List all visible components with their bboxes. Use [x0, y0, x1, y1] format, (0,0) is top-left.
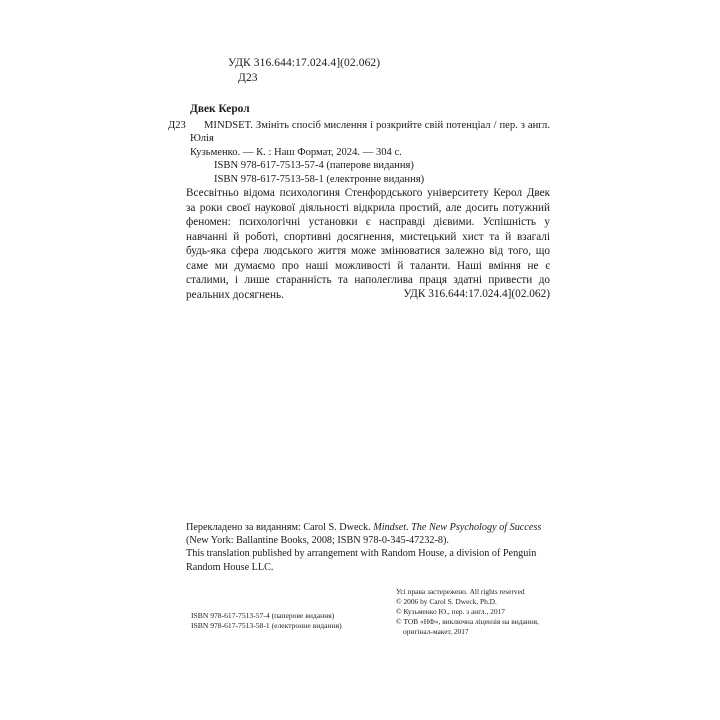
record-description-line1: MINDSET. Змініть спосіб мислення і розкрийте свій потенціал / пер. з англ. Юлія [190, 119, 550, 145]
copyright-block [396, 587, 576, 637]
author-index-top: Д23 [238, 72, 258, 84]
copyright-author: © 2006 by Carol S. Dweck, Ph.D. [396, 596, 497, 606]
udc-code-top: УДК 316.644:17.024.4](02.062) [228, 57, 381, 69]
source-subtitle: The New Psychology of Success [411, 522, 542, 533]
source-separator: . [406, 522, 412, 533]
rights-reserved-line: Усі права застережено. All rights reserved [396, 587, 525, 596]
record-author: Двек Керол [190, 103, 250, 115]
source-edition-credit [186, 521, 552, 574]
translation-arrangement: This translation published by arrangement with Random House, a division of Penguin Random House LLC. [186, 548, 537, 573]
record-isbn-print: ISBN 978-617-7513-57-4 (паперове видання) [214, 160, 414, 172]
source-suffix: (New York: Ballantine Books, 2008; ISBN 978-0-345-47232-8). [186, 535, 449, 547]
isbn-list-bottom [191, 611, 342, 632]
bibliographic-record [168, 103, 550, 187]
source-title-mindset: Mindset [373, 522, 407, 533]
copyright-publisher: © ТОВ «НФ», виключна ліцензія на видання, [396, 616, 539, 626]
isbn-bottom-print: ISBN 978-617-7513-57-4 (паперове видання) [191, 611, 335, 620]
record-isbn-electronic: ISBN 978-617-7513-58-1 (електронне видання) [214, 174, 425, 186]
udc-classification-top [186, 56, 546, 86]
record-index: Д23 [168, 119, 186, 131]
source-edition-line [186, 521, 552, 547]
record-description [190, 119, 550, 160]
record-entry [168, 119, 550, 160]
copyright-translator: © Кузьменко Ю., пер. з англ., 2017 [396, 606, 505, 616]
udc-classification-bottom: УДК 316.644:17.024.4](02.062) [403, 288, 550, 300]
isbn-bottom-electronic: ISBN 978-617-7513-58-1 (електронне видання) [191, 621, 342, 631]
source-prefix: Перекладено за виданням: Carol S. Dweck. [186, 522, 374, 533]
record-description-line2: Кузьменко. — К. : Наш Формат, 2024. — 304 с. [190, 146, 402, 158]
annotation-paragraph: Всесвітньо відома психологиня Стенфордського університету Керол Двек за роки своєї наукової діяльності відкрила простий, але досить потужний феномен: психологічні установки є насправді дієвими. Успішність у навчанні й роботі, спортивні досягнення, мистецький хист та й взагалі будь-яка сфера людського життя може змінюватися залежно від того, що саме ми думаємо про наші можливості й таланти. Наші вміння не є сталими, і лише старанність та наполеглива праця здатні привести до реальних досягнень. [186, 187, 550, 301]
copyright-publisher-cont: оригінал-макет, 2017 [403, 626, 469, 636]
